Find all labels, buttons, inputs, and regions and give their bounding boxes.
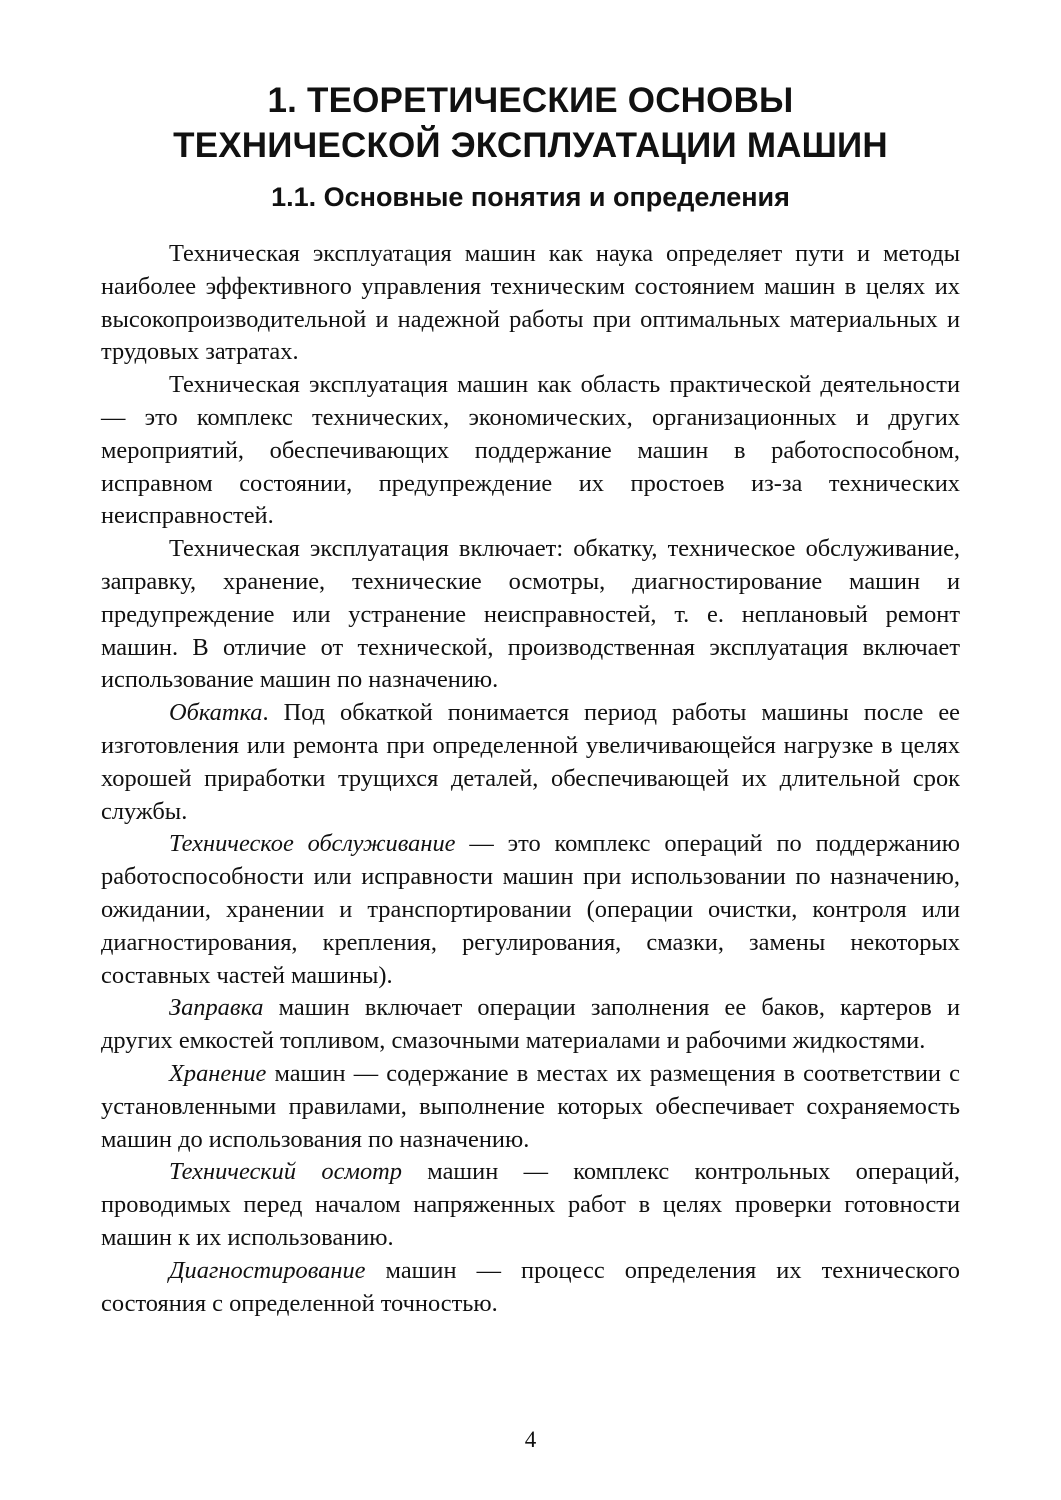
- paragraph-text: машин включает операции заполнения ее баков, картеров и других емкостей топливом, смазочными материалами и рабочими жидкостями.: [101, 994, 960, 1055]
- section-title: 1.1. Основные понятия и определения: [271, 182, 790, 212]
- term-maintenance: Техническое обслуживание: [169, 830, 456, 858]
- paragraph-technical-operation-practice: [101, 369, 960, 533]
- term-break-in: Обкатка: [169, 699, 263, 727]
- term-refueling: Заправка: [169, 994, 264, 1022]
- paragraph-break-in: [101, 697, 960, 828]
- page-number: 4: [524, 1427, 537, 1452]
- chapter-title-line-2: ТЕХНИЧЕСКОЙ ЭКСПЛУАТАЦИИ МАШИН: [173, 126, 888, 165]
- paragraph-refueling: [101, 992, 960, 1058]
- paragraph-text: машин — комплекс контрольных операций, проводимых перед началом напряженных работ в целях проверки готовности машин к их использованию.: [101, 1158, 960, 1251]
- paragraph-text: Техническая эксплуатация машин как наука определяет пути и методы наиболее эффективного управления техническим состоянием машин в целях их высокопроизводительной и надежной работы при оптимальных материальных и трудовых затратах.: [101, 240, 960, 366]
- paragraph-maintenance: [101, 828, 960, 992]
- paragraph-inspection: [101, 1156, 960, 1254]
- paragraph-text: . Под обкаткой понимается период работы машины после ее изготовления или ремонта при определенной увеличивающейся нагрузке в целях хорошей приработки трущихся деталей, обеспечивающей их длительной срок службы.: [101, 699, 960, 825]
- paragraph-text: Техническая эксплуатация включает: обкатку, техническое обслуживание, заправку, хранение, технические осмотры, диагностирование машин и предупреждение или устранение неисправностей, т. е. неплановый ремонт машин. В отличие от технической, производственная эксплуатация включает использование машин по назначению.: [101, 535, 960, 694]
- chapter-title: [100, 78, 961, 168]
- chapter-title-line-1: 1. ТЕОРЕТИЧЕСКИЕ ОСНОВЫ: [267, 81, 794, 120]
- paragraph-diagnostics: [101, 1255, 960, 1321]
- paragraph-storage: [101, 1058, 960, 1156]
- body-text: [101, 238, 960, 1320]
- paragraph-text: машин — содержание в местах их размещения в соответствии с установленными правилами, выполнение которых обеспечивает сохраняемость машин до использования по назначению.: [101, 1059, 960, 1153]
- term-storage: Хранение: [169, 1059, 267, 1087]
- term-inspection: Технический осмотр: [169, 1158, 402, 1186]
- paragraph-text: Техническая эксплуатация машин как область практической деятельности — это комплекс технических, экономических, организационных и других мероприятий, обеспечивающих поддержание машин в работоспособном, исправном состоянии, предупреждение их простоев из-за технических неисправностей.: [101, 371, 960, 530]
- paragraph-technical-operation-includes: [101, 533, 960, 697]
- paragraph-technical-operation-science: [101, 238, 960, 369]
- paragraph-text: машин — процесс определения их технического состояния с определенной точностью.: [101, 1256, 960, 1317]
- paragraph-text: — это комплекс операций по поддержанию работоспособности или исправности машин при использовании по назначению, ожидании, хранении и транспортировании (операции очистки, контроля или диагностирования, крепления, регулирования, смазки, замены некоторых составных частей машины).: [101, 830, 961, 989]
- term-diagnostics: Диагностирование: [169, 1256, 366, 1284]
